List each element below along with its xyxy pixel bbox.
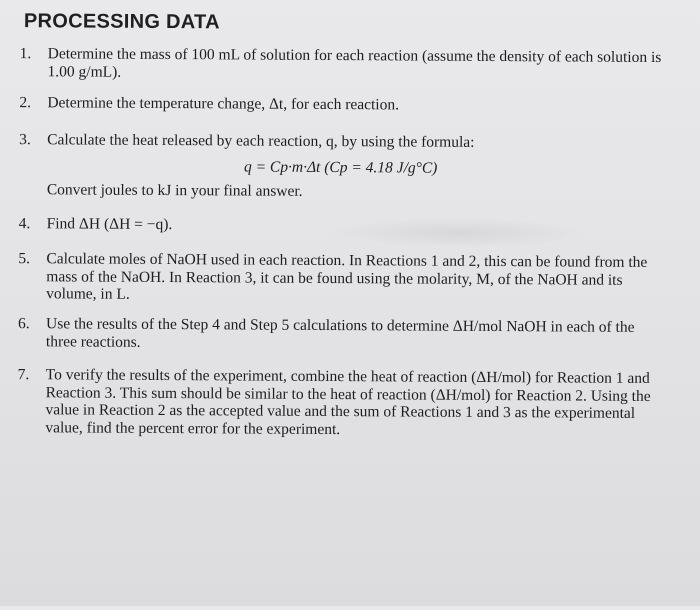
convert-note: Convert joules to kJ in your final answer. <box>46 181 303 200</box>
step-5 <box>18 250 668 303</box>
step-number: 2. <box>19 94 32 112</box>
step-3 <box>19 131 669 151</box>
step-number: 1. <box>19 45 32 63</box>
heat-formula: q = Cp·m·Δt (Cp = 4.18 J/g°C) <box>243 158 438 177</box>
step-number: 4. <box>18 215 31 233</box>
step-4 <box>18 215 669 234</box>
step-text: Use the results of the Step 4 and Step 5 calculations to determine ΔH/mol NaOH in each of the three reactions. <box>45 315 635 351</box>
step-text: To verify the results of the experiment, combine the heat of reaction (ΔH/mol) for Reaction 1 and Reaction 3. This sum should be similar to the heat of reaction (ΔH/mol) for Reaction 2. Using the value in Reaction 2 as the accepted value and the sum of Reactions 1 and 3 as the experimental value, find the percent error for the experiment. <box>45 366 651 438</box>
step-number: 7. <box>17 366 30 384</box>
step-text: Calculate moles of NaOH used in each reaction. In Reactions 1 and 2, this can be found from the mass of the NaOH. In Reaction 3, it can be found using the molarity, M, of the NaOH and its volume, in L. <box>46 250 648 303</box>
step-7 <box>17 366 668 438</box>
section-heading: PROCESSING DATA <box>23 10 220 34</box>
step-number: 6. <box>17 315 30 333</box>
step-number: 3. <box>19 131 31 149</box>
step-text: Determine the mass of 100 mL of solution for each reaction (assume the density of each solution is 1.00 g/mL). <box>47 45 662 81</box>
step-text: Determine the temperature change, Δt, for each reaction. <box>47 94 400 114</box>
step-text: Calculate the heat released by each reaction, q, by using the formula: <box>47 131 475 151</box>
step-number: 5. <box>18 250 31 268</box>
step-1 <box>19 45 670 81</box>
step-6 <box>17 315 668 351</box>
step-2 <box>19 94 669 114</box>
step-text: Find ΔH (ΔH = −q). <box>46 215 173 234</box>
